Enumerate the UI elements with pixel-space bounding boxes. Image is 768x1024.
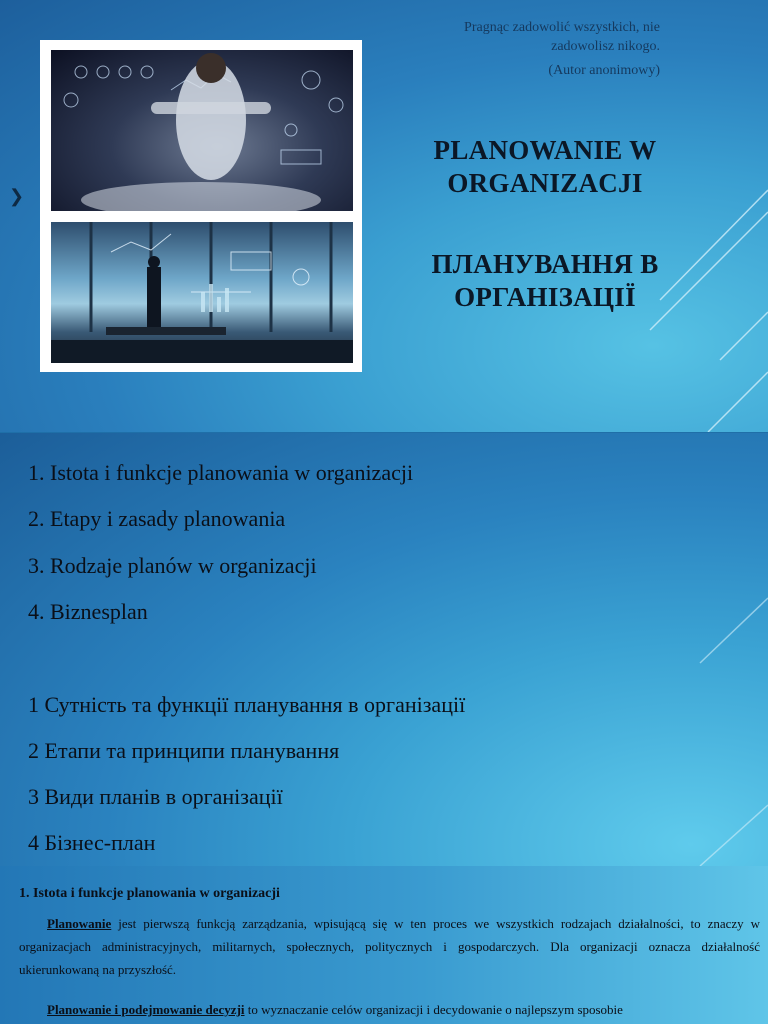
agenda-item: 1 Сутність та функції планування в організації	[28, 692, 466, 717]
business-man-touchscreen-image	[51, 50, 353, 211]
term-planowanie-decyzji: Planowanie i podejmowanie decyzji	[47, 1002, 245, 1017]
agenda-item: 4 Бізнес-план	[28, 830, 156, 855]
agenda-item: 3. Rodzaje planów w organizacji	[28, 553, 317, 578]
office-window-image	[51, 222, 353, 363]
agenda-item: 4. Biznesplan	[28, 599, 148, 624]
agenda-item: 2. Etapy i zasady planowania	[28, 506, 286, 531]
paragraph-text: to wyznaczanie celów organizacji i decydowanie o najlepszym sposobie	[244, 1002, 623, 1017]
agenda-item: 2 Етапи та принципи планування	[28, 738, 340, 763]
agenda-item: 1. Istota i funkcje planowania w organizacji	[28, 460, 414, 485]
agenda-slide	[0, 433, 768, 866]
content-slide	[0, 866, 768, 1024]
paragraph-planning	[19, 912, 760, 981]
paragraph-text: jest pierwszą funkcją zarządzania, wpisującą się w ten proces we wszystkich rodzajach działalności, to znaczy w organizacjach administracyjnych, militarnych, społecznych, politycznych i gospodarczych. Dla organizacji oznacza działalność ukierunkowaną na przyszłość.	[19, 916, 760, 977]
paragraph-decisions	[19, 998, 760, 1021]
section-heading: 1. Istota i funkcje planowania w organizacji	[19, 886, 280, 901]
slide-title-polish: PLANOWANIE W ORGANIZACJI	[433, 135, 657, 198]
chevron-right-icon: ❯	[9, 186, 25, 206]
title-slide	[0, 0, 768, 432]
term-planowanie: Planowanie	[47, 916, 112, 931]
epigraph-quote: Pragnąc zadowolić wszystkich, nie zadowolisz nikogo.	[464, 20, 660, 54]
epigraph-author: (Autor anonimowy)	[548, 63, 660, 78]
agenda-item: 3 Види планів в організації	[28, 784, 283, 809]
slide-title-ukrainian: ПЛАНУВАННЯ В ОРГАНІЗАЦІЇ	[431, 249, 659, 312]
